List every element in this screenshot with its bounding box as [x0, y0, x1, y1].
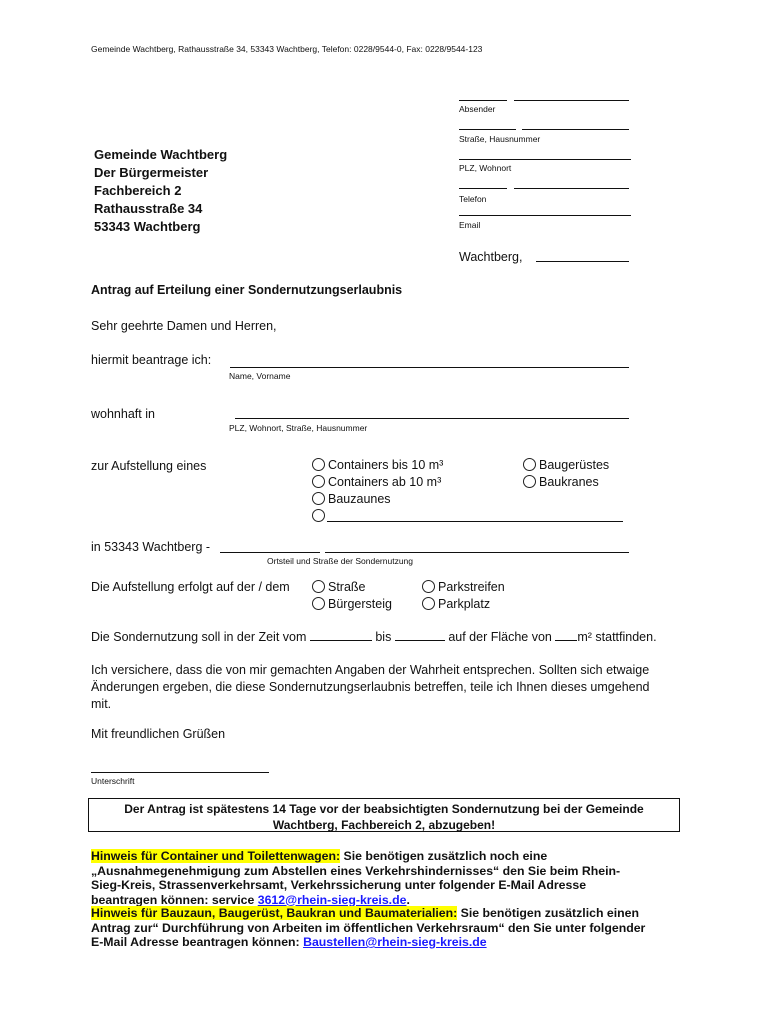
request-label: hiermit beantrage ich: [91, 353, 212, 367]
declaration-line: mit. [91, 697, 112, 711]
option-other[interactable] [312, 509, 328, 523]
telefon-line-b[interactable] [514, 188, 629, 189]
radio-icon[interactable] [312, 509, 325, 522]
notice-container [91, 849, 620, 907]
signature-caption: Unterschrift [91, 776, 135, 786]
notice-bauzaun [91, 906, 645, 950]
option-label: Containers ab 10 m³ [328, 475, 442, 489]
residence-caption: PLZ, Wohnort, Straße, Hausnummer [229, 423, 368, 433]
deadline-line: Wachtberg, Fachbereich 2, abzugeben! [272, 818, 496, 832]
option-label: Baugerüstes [539, 458, 610, 472]
radio-icon[interactable] [422, 580, 435, 593]
recipient-line: 53343 Wachtberg [94, 219, 201, 234]
option-kran[interactable] [523, 475, 599, 489]
option-parkstreifen[interactable] [422, 580, 505, 594]
location-caption: Ortsteil und Straße der Sondernutzung [267, 556, 413, 566]
option-label: Bürgersteig [328, 597, 392, 611]
radio-icon[interactable] [312, 475, 325, 488]
absender-caption: Absender [459, 104, 496, 114]
plz-caption: PLZ, Wohnort [459, 163, 512, 173]
option-label: Containers bis 10 m³ [328, 458, 444, 472]
notice-text: „Ausnahmegenehmigung zum Abstellen eines Verkehrshindernisses“ den Sie beim Rhein- [91, 863, 621, 878]
option-container-large[interactable] [312, 475, 441, 489]
option-container-small[interactable] [312, 458, 443, 472]
recipient-line: Der Bürgermeister [94, 165, 209, 180]
deadline-box [88, 798, 680, 832]
option-strasse[interactable] [312, 580, 366, 594]
absender-line-a[interactable] [459, 100, 507, 101]
recipient-address [94, 146, 227, 236]
strasse-line-a[interactable] [459, 129, 516, 130]
period-text-1: Die Sondernutzung soll in der Zeit vom [91, 630, 307, 644]
period-text-4: m² stattfinden. [577, 630, 657, 644]
option-label: Baukranes [539, 475, 599, 489]
recipient-line: Rathausstraße 34 [94, 201, 203, 216]
declaration-line: Änderungen ergeben, die diese Sondernutzungserlaubnis betreffen, teile ich Ihnen dieses umgehend [91, 680, 650, 694]
option-label: Parkstreifen [438, 580, 505, 594]
residence-line[interactable] [235, 418, 629, 419]
placement-label: Die Aufstellung erfolgt auf der / dem [91, 580, 290, 594]
period-sentence [91, 629, 657, 644]
name-caption: Name, Vorname [229, 371, 291, 381]
other-option-line[interactable] [327, 521, 623, 522]
notice-text: Sie benötigen zusätzlich einen [457, 906, 640, 920]
declaration-line: Ich versichere, dass die von mir gemachten Angaben der Wahrheit entsprechen. Sollten sich etwaige [91, 663, 650, 677]
recipient-line: Fachbereich 2 [94, 183, 182, 198]
radio-icon[interactable] [422, 597, 435, 610]
residence-label: wohnhaft in [91, 407, 155, 421]
recipient-line: Gemeinde Wachtberg [94, 147, 228, 162]
email-line[interactable] [459, 215, 631, 216]
option-buergersteig[interactable] [312, 597, 392, 611]
notice-text: Antrag zur“ Durchführung von Arbeiten im öffentlichen Verkehrsraum“ den Sie unter folgender [91, 920, 646, 935]
salutation: Sehr geehrte Damen und Herren, [91, 319, 277, 333]
declaration [91, 662, 650, 713]
subject: Antrag auf Erteilung einer Sondernutzungserlaubnis [91, 283, 403, 297]
option-label: Bauzaunes [328, 492, 391, 506]
strasse-line-b[interactable] [522, 129, 629, 130]
telefon-line-a[interactable] [459, 188, 507, 189]
strasse-caption: Straße, Hausnummer [459, 134, 541, 144]
signature-line[interactable] [91, 772, 269, 773]
absender-line-b[interactable] [514, 100, 629, 101]
setup-label: zur Aufstellung eines [91, 459, 207, 473]
radio-icon[interactable] [312, 492, 325, 505]
radio-icon[interactable] [312, 597, 325, 610]
notice-text: E-Mail Adresse beantragen können: [91, 935, 304, 949]
radio-icon[interactable] [523, 458, 536, 471]
notice-text: . [406, 892, 410, 907]
notice-text: Sie benötigen zusätzlich noch eine [340, 849, 548, 863]
plz-line[interactable] [459, 159, 631, 160]
location-line-a[interactable] [220, 552, 320, 553]
option-parkplatz[interactable] [422, 597, 490, 611]
name-line[interactable] [230, 367, 629, 368]
deadline-line: Der Antrag ist spätestens 14 Tage vor der beabsichtigten Sondernutzung bei der Gemeinde [124, 802, 644, 816]
date-line[interactable] [536, 261, 629, 262]
email-link-baustellen[interactable]: Baustellen@rhein-sieg-kreis.de [303, 935, 487, 949]
email-link-container[interactable]: 3612@rhein-sieg-kreis.de [257, 892, 407, 907]
period-text-2: bis [375, 630, 392, 644]
option-geruest[interactable] [523, 458, 609, 472]
period-text-3: auf der Fläche von [448, 630, 552, 644]
radio-icon[interactable] [312, 458, 325, 471]
closing: Mit freundlichen Grüßen [91, 727, 226, 741]
letterhead-line: Gemeinde Wachtberg, Rathausstraße 34, 53343 Wachtberg, Telefon: 0228/9544-0, Fax: 0228/9544-123 [91, 44, 483, 54]
notice-text: beantragen können: service [91, 892, 258, 907]
radio-icon[interactable] [312, 580, 325, 593]
location-line-b[interactable] [325, 552, 629, 553]
date-to-line[interactable] [395, 629, 445, 641]
place-label: Wachtberg, [459, 250, 523, 264]
notice-text: Sieg-Kreis, Strassenverkehrsamt, Verkehrssicherung unter folgender E-Mail Adresse [91, 878, 587, 892]
location-label: in 53343 Wachtberg - [91, 540, 211, 554]
notice-heading: Hinweis für Bauzaun, Baugerüst, Baukran und Baumaterialien: [91, 906, 458, 920]
area-line[interactable] [555, 629, 577, 641]
email-caption: Email [459, 220, 481, 230]
option-label: Straße [328, 580, 366, 594]
radio-icon[interactable] [523, 475, 536, 488]
option-bauzaun[interactable] [312, 492, 391, 506]
notice-heading: Hinweis für Container und Toilettenwagen: [91, 849, 341, 863]
telefon-caption: Telefon [459, 194, 487, 204]
date-from-line[interactable] [310, 629, 372, 641]
option-label: Parkplatz [438, 597, 491, 611]
